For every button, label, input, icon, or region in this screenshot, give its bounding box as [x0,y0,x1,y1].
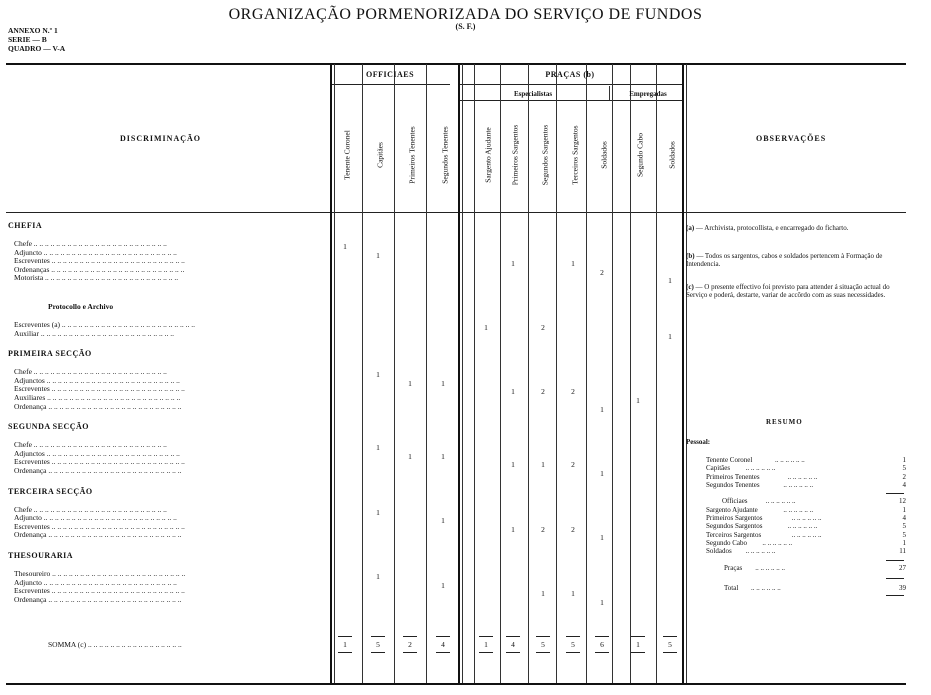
table-cell: 1 [376,250,380,260]
table-cell: 1 [668,276,672,286]
column-header [334,100,360,210]
table-cell: 1 [600,469,604,478]
row-label: Ordenança [14,401,47,411]
table-cell: 2 [541,387,545,397]
row-label: Ordenança [14,594,47,604]
column-header-label: Soldados [667,141,677,169]
total-rule [566,636,580,637]
table-row-label [14,402,314,411]
row-label: Thesoureiro [14,569,51,578]
employed-header: Empregadas [629,90,667,98]
row-label: Ordenança [14,530,47,540]
resumo-officer-value: 4 [902,480,906,489]
leader-dots: .. .. .. .. .. .. [791,514,822,522]
table-cell: 1 [571,589,575,599]
row-label: Adjuncto [14,247,42,257]
total-cell: 1 [484,640,488,649]
leader-dots: .. .. .. .. .. .. .. .. .. .. .. .. .. .. .. .. .. .. .. .. .. .. .. .. [45,393,181,402]
resumo-praca-value: 11 [899,547,906,556]
leader-dots: .. .. .. .. .. .. [787,522,818,531]
resumo-praca-value: 5 [902,530,906,539]
observation-note [686,224,904,232]
resumo-praca-label: Segundo Cabo [706,538,748,547]
total-cell: 2 [408,640,412,649]
totals-row-label [48,640,348,649]
leader-dots: .. .. .. .. .. .. .. .. .. .. .. .. .. .. .. .. .. .. .. .. .. .. .. .. [41,577,177,587]
column-rule [362,64,363,683]
leader-dots: .. .. .. .. .. .. .. .. .. .. .. .. .. .. .. .. .. .. .. .. .. .. .. .. [31,367,167,377]
header-bottom-rule [6,212,906,213]
resumo-officers-total-value: 12 [899,497,906,506]
total-rule [479,636,493,637]
total-rule [338,652,352,653]
table-cell: 1 [511,259,515,269]
leader-dots: .. .. .. .. .. .. .. .. .. .. .. .. .. .. .. .. .. .. .. .. .. .. .. .. [50,569,186,578]
section-title: TERCEIRA SECÇÃO [8,486,93,496]
column-header [399,100,425,210]
resumo-officer-label: Primeiros Tenentes [706,472,760,481]
table-cell: 1 [571,259,575,269]
resumo-praca-label: Terceiros Sargentos [706,530,762,539]
column-rule [458,64,460,683]
leader-dots: .. .. .. .. .. .. [745,547,776,556]
column-rule [462,64,463,683]
table-row-label [14,595,314,604]
table-cell: 1 [668,331,672,341]
leader-dots: .. .. .. .. .. .. [755,563,785,572]
section-title: THESOURARIA [8,551,74,560]
row-label: Escreventes [14,521,50,531]
total-rule [403,636,417,637]
totals-label: SOMMA (c) [48,640,87,649]
total-rule [506,652,520,653]
total-rule [631,652,645,653]
leader-dots: .. .. .. .. .. .. [762,538,793,547]
leader-dots: .. .. .. .. .. .. .. .. .. .. .. .. .. .. .. .. .. .. .. .. .. .. .. .. [46,594,182,604]
table-cell: 1 [600,533,604,543]
column-header [367,100,393,210]
resumo-rule [886,560,904,561]
column-rule [330,64,332,683]
observation-note [686,283,904,299]
leader-dots: .. .. .. .. .. .. .. .. .. .. .. .. .. .. .. .. .. [86,640,182,649]
table-row-label [14,329,314,338]
column-rule [426,64,427,683]
observation-mark: (c) [686,283,694,291]
row-label: Escreventes [14,384,50,394]
total-cell: 4 [511,640,515,649]
row-label: Escreventes [14,256,50,266]
leader-dots: .. .. .. .. .. .. .. .. .. .. .. .. .. .. .. .. .. .. .. .. .. .. .. .. [49,586,185,596]
section-title: SEGUNDA SECÇÃO [8,422,90,432]
column-header-label: Segundos Tenentes [440,126,450,184]
total-rule [506,636,520,637]
total-cell: 5 [571,640,575,649]
total-cell: 6 [600,640,604,649]
resumo-total-label: Total [724,583,739,592]
table-cell: 1 [408,378,412,388]
leader-dots: .. .. .. .. .. .. [787,472,818,481]
row-label: Chefe [14,367,32,377]
leader-dots: .. .. .. .. .. .. [783,505,814,514]
leader-dots: .. .. .. .. .. .. .. .. .. .. .. .. .. .. .. .. .. .. .. .. .. .. .. .. [49,457,185,467]
table-cell: 2 [571,460,575,470]
page-subtitle: (S. F.) [455,22,476,31]
table-cell: 1 [511,460,515,470]
column-header [475,100,501,210]
page-title: ORGANIZAÇÃO PORMENORIZADA DO SERVIÇO DE FUNDOS [228,6,703,23]
section-title: PRIMEIRA SECÇÃO [8,349,92,359]
table-cell: 1 [484,323,488,332]
column-header-label: Segundos Sargentos [540,124,550,186]
resumo-officer-value: 5 [902,464,906,473]
row-label: Adjuncto [14,577,42,587]
leader-dots: .. .. .. .. .. .. [783,480,814,489]
table-cell: 1 [600,597,604,607]
table-cell: 2 [571,524,575,534]
officers-group-rule [330,84,450,85]
column-header-label: Primeiros Sargentos [510,124,520,186]
column-header [532,100,558,210]
total-rule [595,652,609,653]
row-label: Adjuncto [14,513,42,523]
total-rule [631,636,645,637]
leader-dots: .. .. .. .. .. .. [751,583,781,592]
row-label: Escreventes [14,586,50,596]
leader-dots: .. .. .. .. .. .. .. .. .. .. .. .. .. .. .. .. .. .. .. .. .. .. .. .. [46,466,182,475]
total-rule [663,636,677,637]
leader-dots: .. .. .. .. .. .. .. .. .. .. .. .. .. .. .. .. .. .. .. .. .. .. .. .. [44,375,180,385]
total-rule [663,652,677,653]
resumo-praca-value: 4 [902,514,906,522]
resumo-officer-label: Capitães [706,464,731,473]
total-rule [595,636,609,637]
leader-dots: .. .. .. .. .. .. [791,530,822,539]
leader-dots: .. .. .. .. .. .. .. .. .. .. .. .. .. .. .. .. .. .. .. .. .. .. .. .. [49,384,185,394]
column-header-label: Terceiros Sargentos [570,125,580,185]
specialists-header: Especialistas [513,90,553,98]
resumo-rule [886,578,904,579]
table-cell: 1 [511,524,515,534]
total-rule [566,652,580,653]
resumo-pracas-total-label: Praças [724,563,743,572]
column-rule [656,64,657,683]
table-cell: 1 [441,451,445,461]
leader-dots: .. .. .. .. .. .. .. .. .. .. .. .. .. .. .. .. .. .. .. .. .. .. .. .. [41,513,177,523]
row-label: Ordenanças [14,264,50,274]
total-cell: 1 [636,640,640,649]
total-rule [536,652,550,653]
leader-dots: .. .. .. .. .. .. .. .. .. .. .. .. .. .. .. .. .. .. .. .. .. .. .. .. [31,504,167,514]
resumo-total-value: 39 [899,583,906,592]
column-header-label: Soldados [599,141,609,169]
resumo-officer-label: Segundos Tenentes [706,480,760,489]
table-cell: 1 [636,396,640,405]
total-cell: 5 [376,640,380,649]
leader-dots: .. .. .. .. .. .. .. .. .. .. .. .. .. .. .. .. .. .. .. .. .. .. .. .. [60,320,196,329]
leader-dots: .. .. .. .. .. .. .. .. .. .. .. .. .. .. .. .. .. .. .. .. .. .. .. .. [44,448,180,458]
row-label: Adjunctos [14,448,45,458]
total-rule [436,652,450,653]
leader-dots: .. .. .. .. .. .. [745,464,776,473]
column-rule [394,64,395,683]
table-cell: 1 [541,460,545,470]
table-cell: 1 [343,242,347,251]
resumo-rule [886,493,904,494]
pracas-header: PRAÇAS (b) [545,70,595,79]
row-label: Chefe [14,239,32,248]
column-header-label: Primeiros Tenentes [407,126,417,184]
annex-number: ANNEXO N.º 1 [8,26,58,35]
table-cell: 1 [511,387,515,397]
row-label: Chefe [14,504,32,514]
row-label: Auxiliares [14,393,46,402]
resumo-pracas-total-value: 27 [899,563,906,572]
leader-dots: .. .. .. .. .. .. .. .. .. .. .. .. .. .. .. .. .. .. .. .. .. .. .. .. [46,530,182,540]
observations-header: OBSERVAÇÕES [756,134,827,143]
leader-dots: .. .. .. .. .. .. [765,497,796,506]
column-header [627,100,653,210]
total-rule [371,636,385,637]
table-cell: 1 [441,516,445,526]
observation-note [686,252,904,268]
table-cell: 1 [441,378,445,388]
total-rule [479,652,493,653]
leader-dots: .. .. .. .. .. .. [775,456,805,464]
resumo-praca-label: Sargento Ajudante [706,505,758,514]
table-cell: 2 [541,323,545,332]
table-row-label [14,466,314,475]
table-cell: 1 [541,589,545,599]
observation-text: — Todos os sargentos, cabos e soldados pertencem à Formação de Intendencia. [686,252,883,268]
leader-dots: .. .. .. .. .. .. .. .. .. .. .. .. .. .. .. .. .. .. .. .. .. .. .. .. [49,521,185,531]
row-label: Escreventes [14,457,50,467]
table-row-label [14,273,314,282]
table-cell: 1 [376,370,380,380]
leader-dots: .. .. .. .. .. .. .. .. .. .. .. .. .. .. .. .. .. .. .. .. .. .. .. .. [31,440,167,450]
resumo-title: RESUMO [766,418,803,426]
officers-header: OFFICIAES [365,70,415,79]
resumo-praca-value: 1 [902,505,906,514]
row-label: Chefe [14,440,32,450]
leader-dots: .. .. .. .. .. .. .. .. .. .. .. .. .. .. .. .. .. .. .. .. .. .. .. .. [43,273,179,283]
discrimination-header: DISCRIMINAÇÃO [120,134,202,143]
total-rule [338,636,352,637]
resumo-praca-label: Segundos Sargentos [706,522,763,531]
leader-dots: .. .. .. .. .. .. .. .. .. .. .. .. .. .. .. .. .. .. .. .. .. .. .. .. [49,256,185,266]
column-header [659,100,685,210]
table-cell: 1 [600,404,604,414]
leader-dots: .. .. .. .. .. .. .. .. .. .. .. .. .. .. .. .. .. .. .. .. .. .. .. .. [49,264,185,274]
row-label: Motorista [14,273,44,283]
table-cell: 1 [376,572,380,581]
resumo-rule [886,595,904,596]
table-cell: 2 [600,267,604,277]
table-cell: 1 [376,507,380,517]
column-rule [686,64,687,683]
resumo-officer-label: Tenente Coronel [706,456,753,464]
row-label: Auxiliar [14,328,39,338]
table-cell: 1 [408,451,412,461]
table-bottom-rule [6,683,906,685]
column-header-label: Sargento Ajudante [483,127,493,183]
observation-text: — Archivista, protocollista, e encarregado do ficharto. [694,224,849,232]
total-rule [436,636,450,637]
table-top-rule [6,63,906,65]
observation-mark: (b) [686,252,695,260]
resumo-praca-value: 1 [902,538,906,547]
column-rule [528,64,529,683]
table-cell: 2 [541,524,545,534]
column-header-label: Capitães [375,142,385,168]
total-rule [403,652,417,653]
resumo-officer-value: 1 [902,456,906,464]
observation-text: — O presente effectivo foi previsto para attender á situação actual do Serviço e poderá, destarte, variar de accôrdo com as suas necessidades. [686,283,890,299]
leader-dots: .. .. .. .. .. .. .. .. .. .. .. .. .. .. .. .. .. .. .. .. .. .. .. .. [46,401,182,411]
total-cell: 5 [668,640,672,649]
column-header-label: Segundo Cabo [635,133,645,177]
table-row-label [14,530,314,539]
leader-dots: .. .. .. .. .. .. .. .. .. .. .. .. .. .. .. .. .. .. .. .. .. .. .. .. [39,328,174,338]
subsection-title: Protocollo e Archivo [48,302,114,311]
pracas-group-rule [458,84,682,85]
column-header [432,100,458,210]
table-cell: 2 [571,387,575,397]
table-cell: 1 [441,580,445,590]
row-label: Escreventes (a) [14,320,61,329]
annex-table: QUADRO — V-A [8,44,66,53]
column-header [591,100,617,210]
total-cell: 5 [541,640,545,649]
leader-dots: .. .. .. .. .. .. .. .. .. .. .. .. .. .. .. .. .. .. .. .. .. .. .. .. [31,239,167,248]
resumo-officers-total-label: Officiaes [722,497,748,506]
column-rule [609,86,610,100]
total-cell: 1 [343,640,347,649]
total-cell: 4 [441,640,445,649]
column-header [562,100,588,210]
leader-dots: .. .. .. .. .. .. .. .. .. .. .. .. .. .. .. .. .. .. .. .. .. .. .. .. [41,247,177,257]
column-header [502,100,528,210]
observation-mark: (a) [686,224,695,232]
total-rule [536,636,550,637]
row-label: Ordenança [14,466,47,475]
resumo-personal-label: Pessoal: [686,438,711,446]
annex-series: SERIE — B [8,35,47,44]
total-rule [371,652,385,653]
table-cell: 1 [376,443,380,453]
column-header-label: Tenente Coronel [342,130,352,180]
resumo-praca-label: Primeiros Sargentos [706,514,763,522]
resumo-praca-label: Soldados [706,547,732,556]
section-title: CHEFIA [8,221,43,230]
resumo-officer-value: 2 [902,472,906,481]
row-label: Adjunctos [14,375,45,385]
resumo-praca-value: 5 [902,522,906,531]
